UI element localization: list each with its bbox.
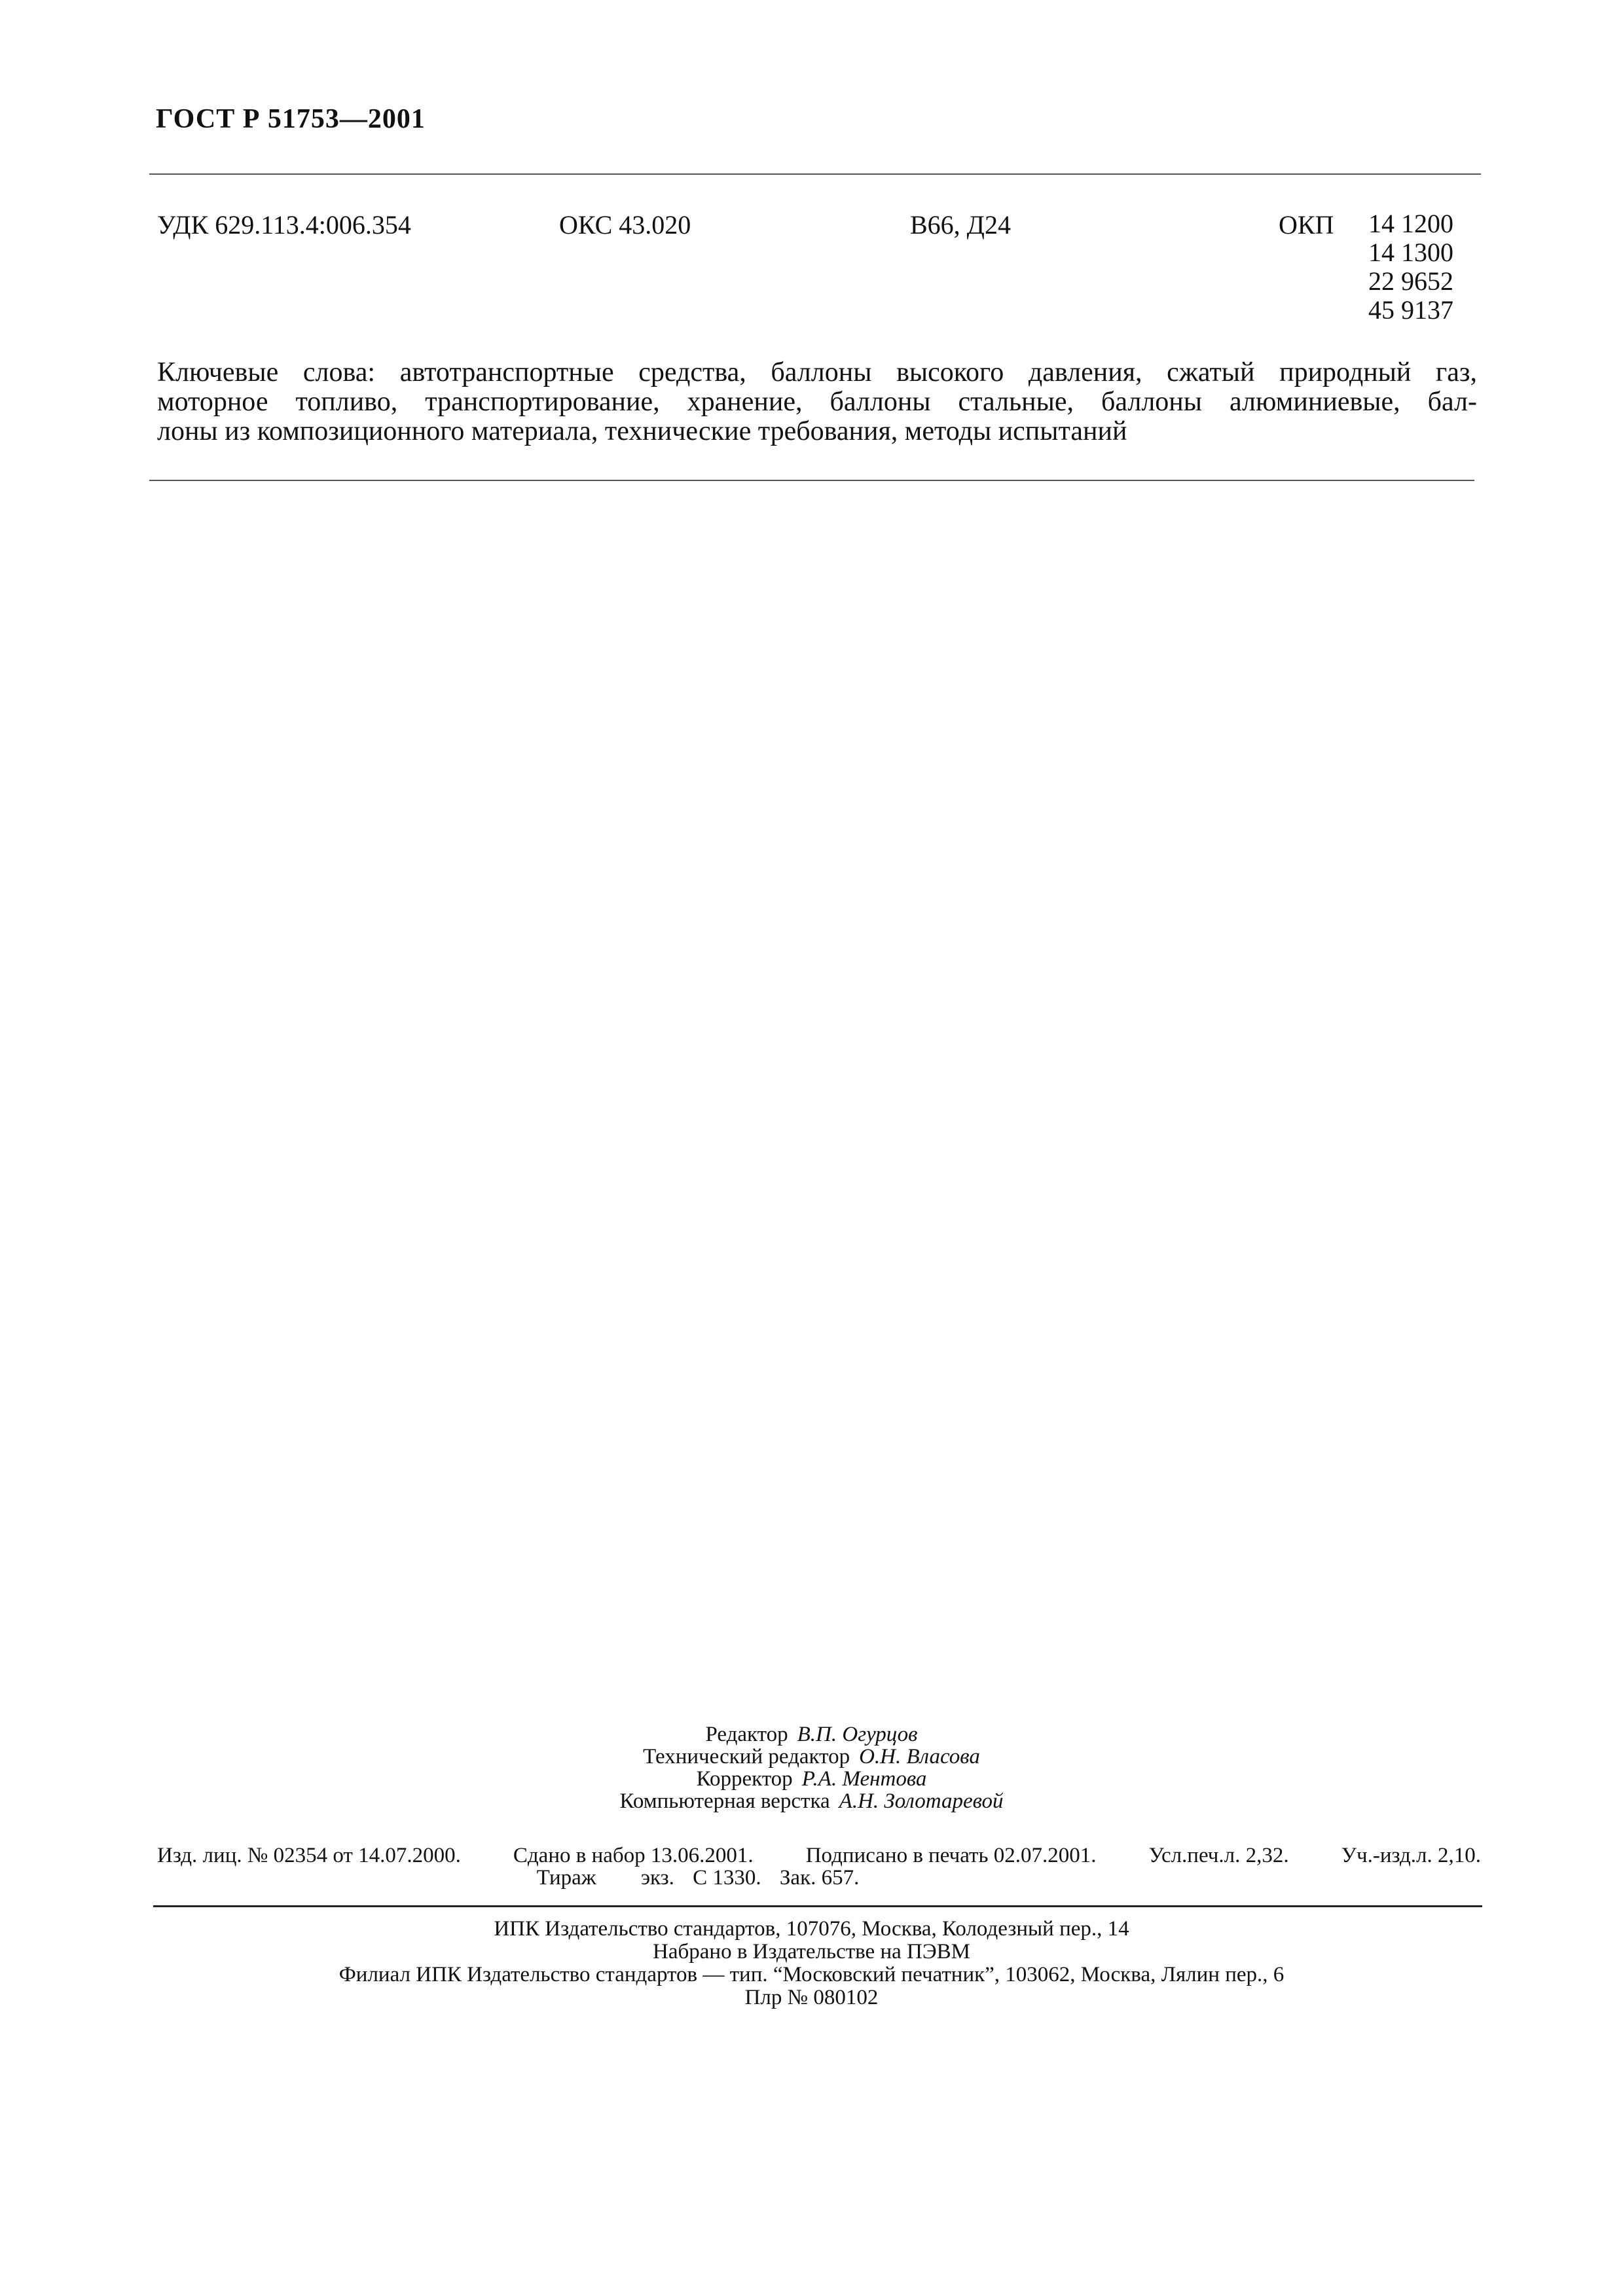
print-sheets: Усл.печ.л. 2,32. [1148,1844,1289,1867]
order-code: С 1330. [693,1866,761,1890]
keywords-line: лоны из композиционного материала, технические требования, методы испытаний [157,416,1127,446]
group-codes: В66, Д24 [910,210,1011,240]
publisher-line: ИПК Издательство стандартов, 107076, Москва, Колодезный пер., 14 [494,1917,1129,1941]
signed-date: Подписано в печать 02.07.2001. [805,1844,1097,1867]
typeset-date: Сдано в набор 13.06.2001. [513,1844,754,1867]
keywords-line: Ключевые слова: автотранспортные средства, баллоны высокого давления, сжатый природный газ, [157,357,1477,387]
license-info: Изд. лиц. № 02354 от 14.07.2000. [157,1844,461,1867]
credit-role: Технический редактор [643,1745,850,1768]
keywords-divider [149,480,1474,481]
okp-values [1368,209,1453,325]
credit-role: Корректор [696,1767,793,1791]
publisher-divider [153,1905,1482,1907]
print-information [157,1844,1481,1889]
okp-value: 14 1200 [1368,209,1453,238]
credit-role: Компьютерная верстка [619,1789,830,1813]
udk-code: УДК 629.113.4:006.354 [157,210,411,240]
publisher-line: Набрано в Издательстве на ПЭВМ [653,1940,970,1964]
publisher-sheets: Уч.-изд.л. 2,10. [1341,1844,1481,1867]
keywords-line: моторное топливо, транспортирование, хранение, баллоны стальные, баллоны алюминиевые, бал- [157,387,1477,417]
okp-label: ОКП [1279,210,1334,240]
print-details-line [157,1844,1481,1867]
credit-layout [0,1790,1623,1812]
order-number: Зак. 657. [779,1866,860,1890]
okp-value: 14 1300 [1368,238,1453,267]
credit-name: Р.А. Ментова [801,1767,927,1791]
keywords-paragraph [157,358,1477,446]
circulation-label: Тираж [536,1866,596,1890]
publisher-block [0,1918,1623,2009]
document-title: ГОСТ Р 51753—2001 [156,104,426,134]
okp-value: 45 9137 [1368,295,1453,325]
circulation-line [157,1867,1481,1889]
publisher-line: Плр № 080102 [744,1986,879,2009]
top-divider [149,173,1481,175]
credit-name: О.Н. Власова [859,1745,980,1768]
credit-editor [0,1723,1623,1746]
credit-role: Редактор [705,1723,788,1746]
copies-label: экз. [640,1866,674,1890]
oks-code: ОКС 43.020 [559,210,691,240]
okp-value: 22 9652 [1368,266,1453,296]
editorial-credits [0,1723,1623,1812]
publisher-line: Филиал ИПК Издательство стандартов — тип. “Московский печатник”, 103062, Москва, Лялин пер., 6 [338,1963,1285,1986]
credit-name: А.Н. Золотаревой [839,1789,1004,1813]
credit-proofreader [0,1768,1623,1790]
credit-technical-editor [0,1746,1623,1768]
credit-name: В.П. Огурцов [797,1723,918,1746]
